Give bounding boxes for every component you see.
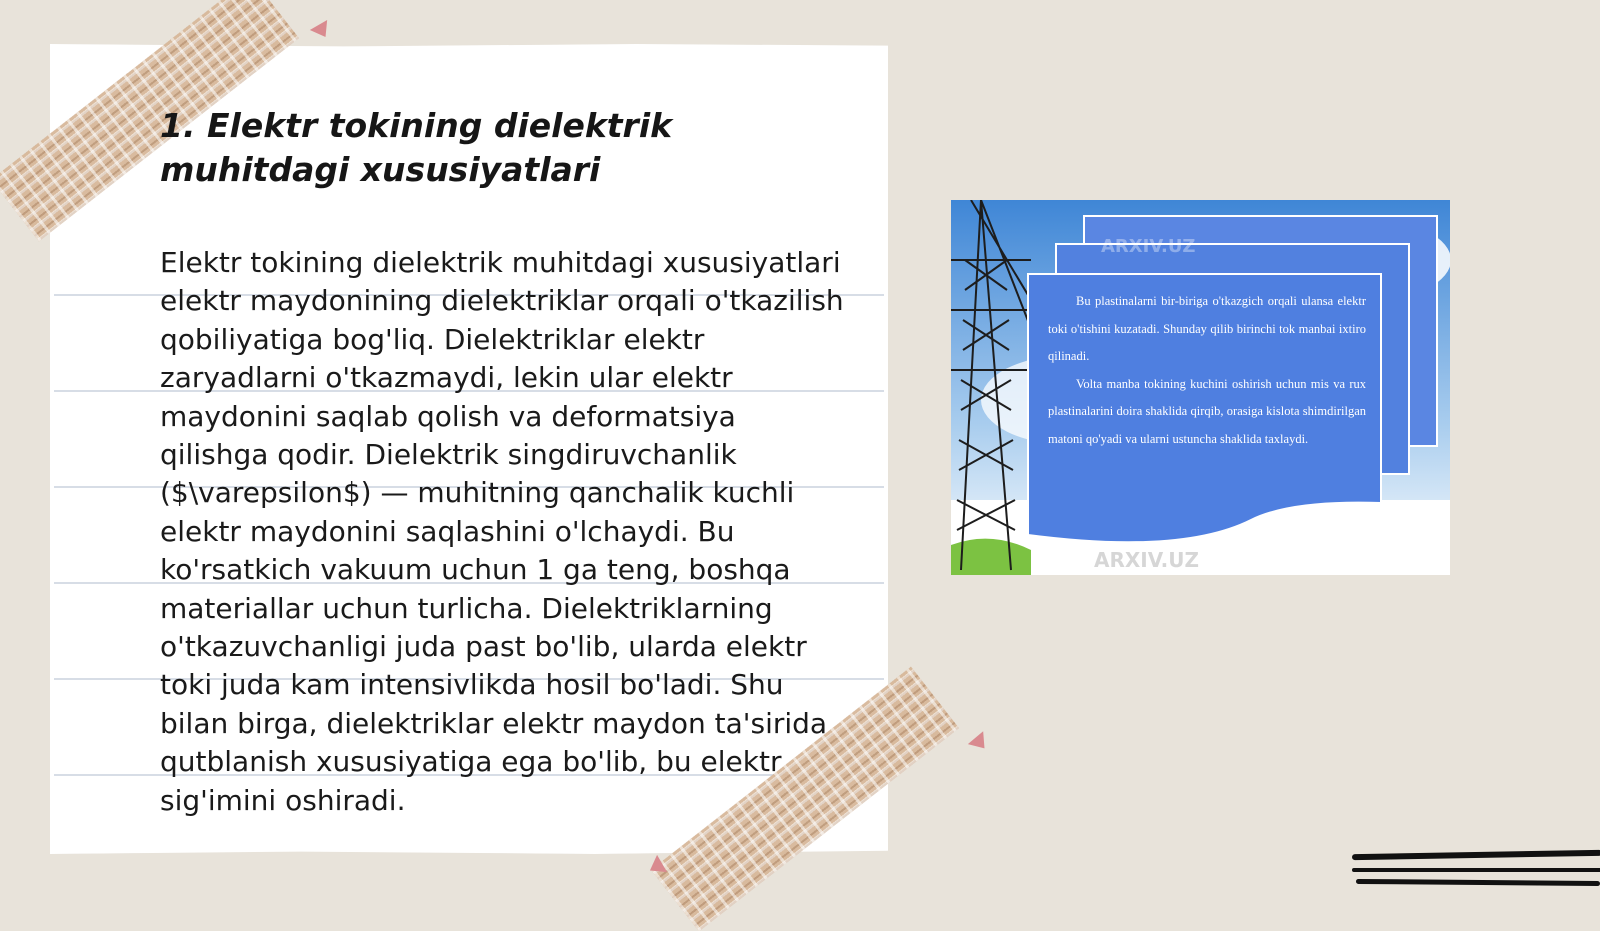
sheet-text-container — [1048, 288, 1366, 488]
brush-stroke — [1352, 868, 1600, 872]
sheet-paragraph-1: Bu plastinalarni bir-biriga o'tkazgich orqali ulansa elektr toki o'tishini kuzatadi. Shunday qilib birinchi tok manbai ixtiro qilinadi. — [1048, 294, 1366, 364]
sheet-paragraph-2: Volta manba tokining kuchini oshirish uchun mis va rux plastinalarini doira shaklida qirqib, orasiga kislota shimdirilgan matoni qo'yadi va ularni ustuncha shaklida taxlaydi. — [1048, 376, 1366, 446]
power-line-illustration — [951, 200, 1450, 575]
illustration-svg — [951, 200, 1450, 575]
brush-stroke — [1352, 850, 1600, 860]
watermark-top: ARXIV.UZ — [1101, 236, 1196, 257]
tape-flag-top — [310, 20, 334, 42]
watermark-bottom: ARXIV.UZ — [1094, 548, 1199, 572]
slide-title: 1. Elektr tokining dielektrik muhitdagi xususiyatlari — [160, 106, 673, 189]
slide-body-text: Elektr tokining dielektrik muhitdagi xususiyatlari elektr maydonining dielektriklar orqali o'tkazilish qobiliyatiga bog'liq. Dielektriklar elektr zaryadlarni o'tkazmaydi, lekin ular elektr maydonini saqlab qolish va deformatsiya qilishga qodir. Dielektrik singdiruvchanlik ($\varepsilon$) — muhitning qanchalik kuchli elektr maydonini saqlashini o'lchaydi. Bu ko'rsatkich vakuum uchun 1 ga teng, boshqa materiallar uchun turlicha. Dielektriklarning o'tkazuvchanligi juda past bo'lib, ularda elektr toki juda kam intensivlikda hosil bo'ladi. Shu bilan birga, dielektriklar elektr maydon ta'sirida qutblanish xususiyatiga ega bo'lib, bu elektr sig'imini oshiradi. — [160, 246, 844, 817]
tape-flag-right — [968, 731, 992, 755]
brush-stroke — [1356, 879, 1600, 886]
